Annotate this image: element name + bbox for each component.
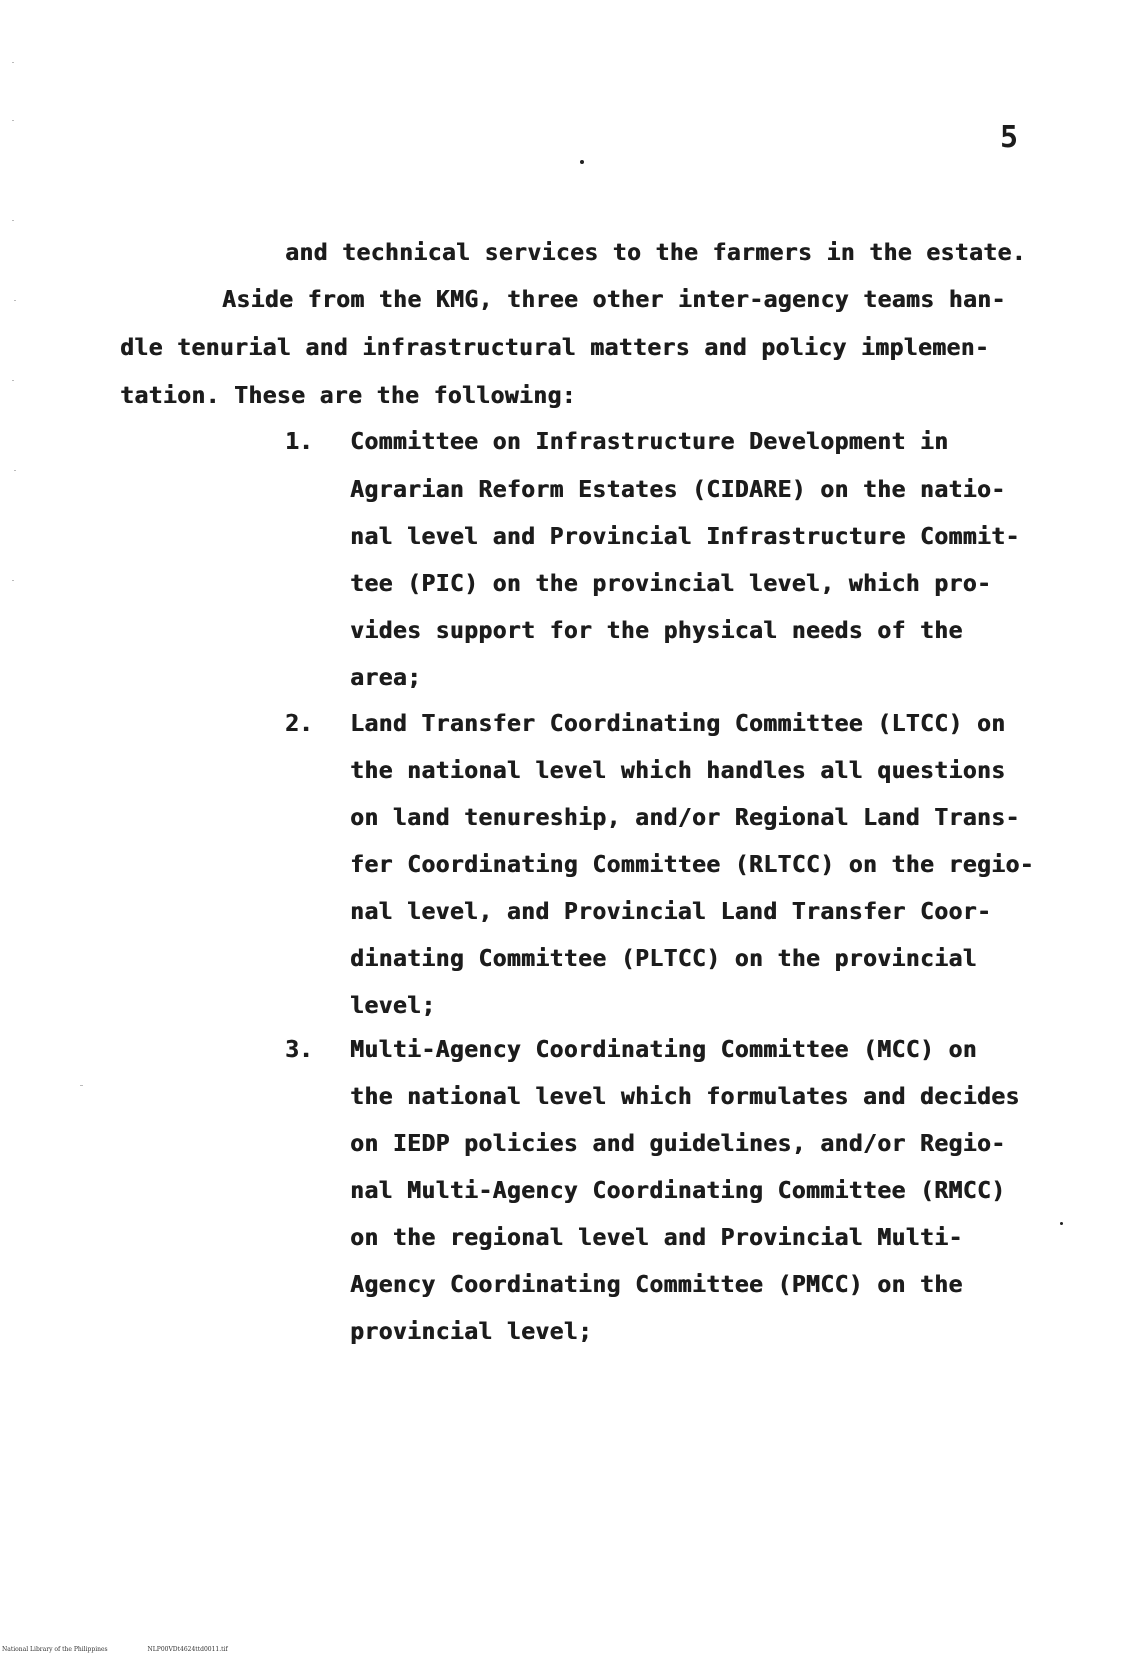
scan-edge-mark — [12, 120, 14, 121]
scan-edge-mark — [80, 1085, 83, 1086]
list-item-line: the national level which formulates and decides — [350, 1084, 1020, 1110]
scan-edge-mark — [12, 220, 14, 221]
paragraph-line: tation. These are the following: — [120, 383, 576, 409]
footer-file: NLP00VDt4624ttd0011.tif — [147, 1646, 228, 1653]
list-item-line: Multi-Agency Coordinating Committee (MCC) on — [350, 1037, 977, 1063]
paragraph-line: dle tenurial and infrastructural matters and policy implemen- — [120, 335, 990, 361]
footer-library: National Library of the Philippines — [2, 1646, 108, 1653]
scan-edge-mark — [12, 380, 14, 381]
scan-edge-mark — [12, 580, 14, 581]
list-item-line: Committee on Infrastructure Development in — [350, 429, 949, 455]
list-item-line: nal level and Provincial Infrastructure Commit- — [350, 524, 1020, 550]
list-item-line: dinating Committee (PLTCC) on the provincial — [350, 946, 977, 972]
paragraph-line: Aside from the KMG, three other inter-agency teams han- — [222, 287, 1006, 313]
scan-edge-mark — [14, 470, 16, 471]
list-item-line: the national level which handles all questions — [350, 758, 1006, 784]
scan-edge-mark — [14, 300, 16, 301]
list-item-line: on IEDP policies and guidelines, and/or Regio- — [350, 1131, 1006, 1157]
list-item-line: fer Coordinating Committee (RLTCC) on the regio- — [350, 852, 1034, 878]
list-item-line: Agrarian Reform Estates (CIDARE) on the natio- — [350, 477, 1006, 503]
stray-mark — [1060, 1222, 1063, 1225]
list-item-number: 3. — [285, 1037, 313, 1063]
list-item-number: 2. — [285, 711, 313, 737]
list-item-line: Land Transfer Coordinating Committee (LTCC) on — [350, 711, 1006, 737]
scan-footer — [2, 1646, 266, 1653]
stray-mark — [580, 160, 584, 164]
page-number: 5 — [1000, 120, 1019, 155]
list-item-line: nal level, and Provincial Land Transfer Coor- — [350, 899, 992, 925]
list-item-line: nal Multi-Agency Coordinating Committee (RMCC) — [350, 1178, 1006, 1204]
scan-edge-mark — [12, 62, 14, 63]
list-item-number: 1. — [285, 429, 313, 455]
paragraph-line: and technical services to the farmers in the estate. — [285, 240, 1026, 266]
list-item-line: provincial level; — [350, 1319, 593, 1345]
list-item-line: on land tenureship, and/or Regional Land Trans- — [350, 805, 1020, 831]
list-item-line: on the regional level and Provincial Multi- — [350, 1225, 963, 1251]
list-item-line: Agency Coordinating Committee (PMCC) on the — [350, 1272, 963, 1298]
list-item-line: area; — [350, 665, 422, 691]
list-item-line: level; — [350, 993, 436, 1019]
list-item-line: vides support for the physical needs of the — [350, 618, 963, 644]
list-item-line: tee (PIC) on the provincial level, which pro- — [350, 571, 992, 597]
